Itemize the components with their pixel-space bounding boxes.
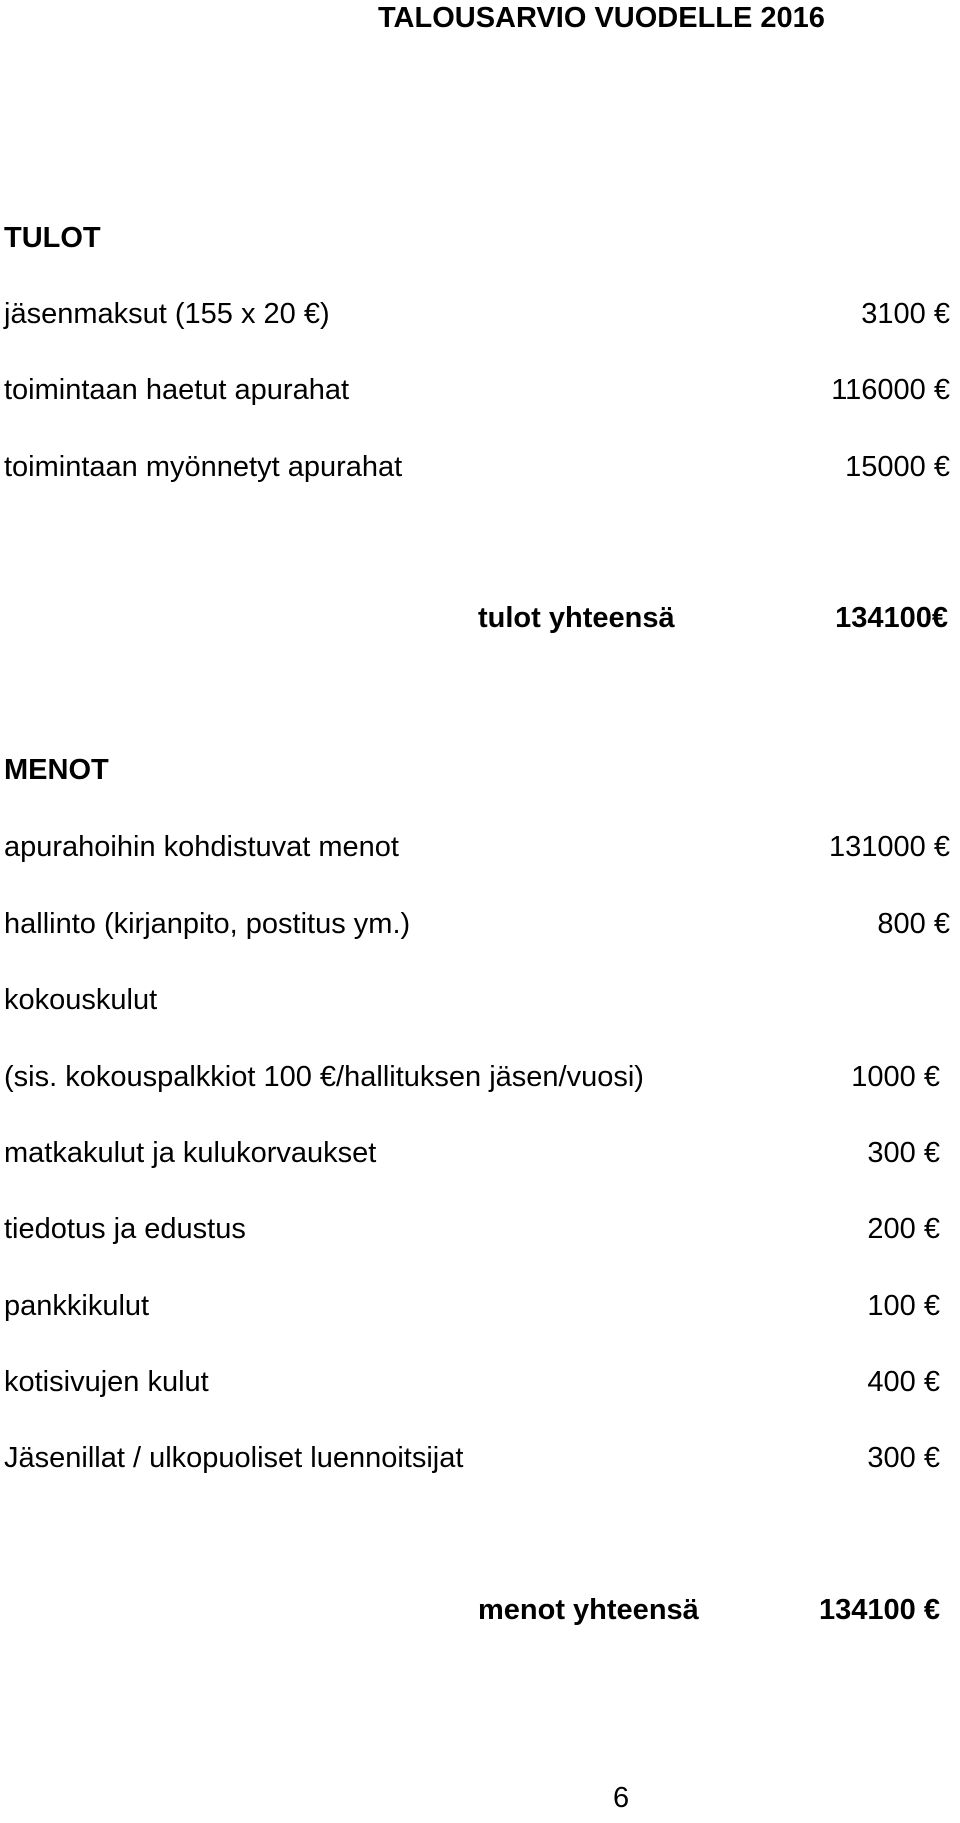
income-row-label: toimintaan myönnetyt apurahat bbox=[4, 451, 403, 483]
expense-row-amount: 200 € bbox=[867, 1213, 940, 1245]
income-row-label: toimintaan haetut apurahat bbox=[4, 374, 350, 406]
expense-row-amount: 300 € bbox=[867, 1137, 940, 1169]
income-row-amount: 15000 € bbox=[845, 451, 950, 483]
expense-row-label: matkakulut ja kulukorvaukset bbox=[4, 1137, 377, 1169]
expense-row-amount: 300 € bbox=[867, 1442, 940, 1474]
income-row-amount: 3100 € bbox=[861, 298, 950, 330]
expense-row-label: kotisivujen kulut bbox=[4, 1366, 209, 1398]
expense-row-label: tiedotus ja edustus bbox=[4, 1213, 246, 1245]
expense-row-amount: 400 € bbox=[867, 1366, 940, 1398]
expense-row-label: pankkikulut bbox=[4, 1290, 150, 1322]
expenses-total-amount: 134100 € bbox=[819, 1594, 940, 1626]
expense-row-label: Jäsenillat / ulkopuoliset luennoitsijat bbox=[4, 1442, 464, 1474]
expense-row-label: hallinto (kirjanpito, postitus ym.) bbox=[4, 908, 411, 940]
income-total-amount: 134100€ bbox=[835, 602, 948, 634]
expense-row-label: apurahoihin kohdistuvat menot bbox=[4, 831, 399, 863]
expense-row-amount: 1000 € bbox=[851, 1061, 940, 1093]
expenses-total-label: menot yhteensä bbox=[478, 1594, 699, 1626]
document-title: TALOUSARVIO VUODELLE 2016 bbox=[378, 2, 825, 34]
expense-row-label: (sis. kokouspalkkiot 100 €/hallituksen jäsen/vuosi) bbox=[4, 1061, 644, 1093]
page-number: 6 bbox=[613, 1782, 630, 1814]
expense-row-amount: 131000 € bbox=[829, 831, 950, 863]
income-row-amount: 116000 € bbox=[831, 374, 950, 406]
expenses-heading: MENOT bbox=[4, 754, 109, 786]
income-row-label: jäsenmaksut (155 x 20 €) bbox=[4, 298, 330, 330]
expense-row-amount: 100 € bbox=[867, 1290, 940, 1322]
income-heading: TULOT bbox=[4, 222, 101, 254]
expense-row-label: kokouskulut bbox=[4, 984, 158, 1016]
expense-row-amount: 800 € bbox=[877, 908, 950, 940]
income-total-label: tulot yhteensä bbox=[478, 602, 675, 634]
